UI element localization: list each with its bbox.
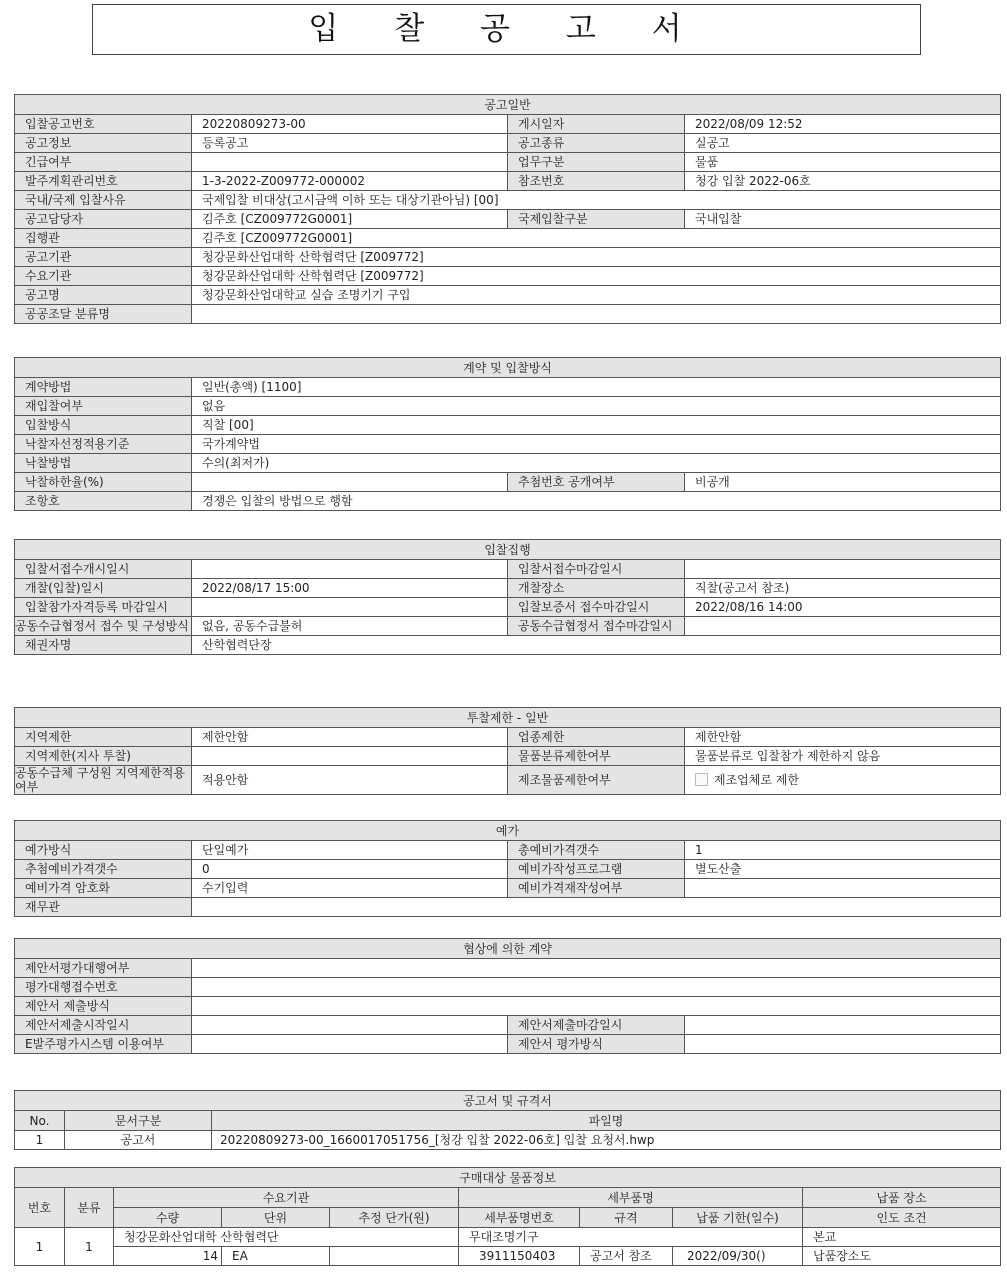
field-value bbox=[685, 560, 1001, 579]
table-row bbox=[15, 473, 1001, 492]
table-row bbox=[15, 579, 1001, 598]
field-label: 예비가작성프로그램 bbox=[508, 860, 685, 879]
section-caption: 입찰집행 bbox=[15, 540, 1001, 560]
column-header: 인도 조건 bbox=[803, 1208, 1001, 1228]
table-header-row bbox=[15, 1111, 1001, 1131]
spec: 공고서 참조 bbox=[580, 1247, 673, 1266]
field-label: 지역제한(지사 투찰) bbox=[15, 747, 192, 766]
table-header-row bbox=[15, 1188, 1001, 1208]
section-caption: 공고일반 bbox=[15, 95, 1001, 115]
column-header: 납품 기한(일수) bbox=[673, 1208, 803, 1228]
field-value bbox=[192, 959, 1001, 978]
table-row bbox=[15, 172, 1001, 191]
table-row bbox=[15, 1247, 1001, 1266]
field-value: 직찰(공고서 참조) bbox=[685, 579, 1001, 598]
field-value: 김주호 [CZ009772G0001] bbox=[192, 210, 508, 229]
field-value: 수의(최저가) bbox=[192, 454, 1001, 473]
field-label: 입찰보증서 접수마감일시 bbox=[508, 598, 685, 617]
field-label: 제조물품제한여부 bbox=[508, 766, 685, 795]
field-label: 입찰서접수마감일시 bbox=[508, 560, 685, 579]
field-value: 수기입력 bbox=[192, 879, 508, 898]
field-label: 낙찰자선정적용기준 bbox=[15, 435, 192, 454]
field-label: 예비가격재작성여부 bbox=[508, 879, 685, 898]
table-row bbox=[15, 728, 1001, 747]
field-label: 제안서 평가방식 bbox=[508, 1035, 685, 1054]
table-row bbox=[15, 841, 1001, 860]
table-row bbox=[15, 378, 1001, 397]
field-value: 산학협력단장 bbox=[192, 636, 1001, 655]
field-label: 국제입찰구분 bbox=[508, 210, 685, 229]
files-section bbox=[14, 1090, 1001, 1150]
field-value: 2022/08/16 14:00 bbox=[685, 598, 1001, 617]
table-row bbox=[15, 153, 1001, 172]
field-value bbox=[192, 1016, 508, 1035]
negotiation-section bbox=[14, 938, 1001, 1054]
field-value: 제한안함 bbox=[685, 728, 1001, 747]
section-caption: 투찰제한 - 일반 bbox=[15, 708, 1001, 728]
notice-number: 20220809273-00 bbox=[192, 115, 508, 134]
field-value: 실공고 bbox=[685, 134, 1001, 153]
section-caption: 계약 및 입찰방식 bbox=[15, 358, 1001, 378]
item-name: 무대조명기구 bbox=[459, 1228, 803, 1247]
table-row bbox=[15, 229, 1001, 248]
field-value: 1-3-2022-Z009772-000002 bbox=[192, 172, 508, 191]
table-row bbox=[15, 416, 1001, 435]
field-value: 단일예가 bbox=[192, 841, 508, 860]
field-value: 등록공고 bbox=[192, 134, 508, 153]
field-label: 공고기관 bbox=[15, 248, 192, 267]
file-link[interactable]: 20220809273-00_1660017051756_[청강 입찰 2022-06호] 입찰 요청서.hwp bbox=[212, 1131, 1001, 1150]
field-value: 국내입찰 bbox=[685, 210, 1001, 229]
field-label: 게시일자 bbox=[508, 115, 685, 134]
table-row bbox=[15, 636, 1001, 655]
field-label: 발주계획관리번호 bbox=[15, 172, 192, 191]
field-value: 별도산출 bbox=[685, 860, 1001, 879]
table-row bbox=[15, 397, 1001, 416]
column-header: 파일명 bbox=[212, 1111, 1001, 1131]
table-row bbox=[15, 191, 1001, 210]
document-type: 공고서 bbox=[65, 1131, 212, 1150]
field-value bbox=[685, 1035, 1001, 1054]
column-header: 단위 bbox=[222, 1208, 330, 1228]
column-header: 문서구분 bbox=[65, 1111, 212, 1131]
field-label: 업무구분 bbox=[508, 153, 685, 172]
column-header: 수량 bbox=[114, 1208, 222, 1228]
field-label: 재입찰여부 bbox=[15, 397, 192, 416]
section-caption: 협상에 의한 계약 bbox=[15, 939, 1001, 959]
table-row bbox=[15, 267, 1001, 286]
restriction-section bbox=[14, 707, 1001, 795]
field-value bbox=[192, 1035, 508, 1054]
field-label: 채권자명 bbox=[15, 636, 192, 655]
field-label: 공동수급협정서 접수마감일시 bbox=[508, 617, 685, 636]
file-number: 1 bbox=[15, 1131, 65, 1150]
table-row bbox=[15, 617, 1001, 636]
field-value bbox=[192, 978, 1001, 997]
table-row bbox=[15, 435, 1001, 454]
field-value: 1 bbox=[685, 841, 1001, 860]
field-label: 제안서평가대행여부 bbox=[15, 959, 192, 978]
table-row bbox=[15, 997, 1001, 1016]
table-row bbox=[15, 1228, 1001, 1247]
general-section bbox=[14, 94, 1001, 324]
field-label: 계약방법 bbox=[15, 378, 192, 397]
field-value: 경쟁은 입찰의 방법으로 행함 bbox=[192, 492, 1001, 511]
field-label: 낙찰하한율(%) bbox=[15, 473, 192, 492]
field-value bbox=[192, 153, 508, 172]
table-row bbox=[15, 978, 1001, 997]
field-value: 청강문화산업대학 산학협력단 [Z009772] bbox=[192, 267, 1001, 286]
item-code: 3911150403 bbox=[459, 1247, 580, 1266]
field-value bbox=[685, 1016, 1001, 1035]
table-row bbox=[15, 454, 1001, 473]
field-label: 국내/국제 입찰사유 bbox=[15, 191, 192, 210]
table-row bbox=[15, 766, 1001, 795]
price-section bbox=[14, 820, 1001, 917]
demand-agency: 청강문화산업대학 산학협력단 bbox=[114, 1228, 459, 1247]
field-value: 물품 bbox=[685, 153, 1001, 172]
field-label: 공동수급체 구성원 지역제한적용여부 bbox=[15, 766, 192, 795]
table-row bbox=[15, 879, 1001, 898]
field-value: 직찰 [00] bbox=[192, 416, 1001, 435]
field-label: 재무관 bbox=[15, 898, 192, 917]
opening-datetime: 2022/08/17 15:00 bbox=[192, 579, 508, 598]
field-label: 물품분류제한여부 bbox=[508, 747, 685, 766]
table-row bbox=[15, 898, 1001, 917]
field-label: 개찰장소 bbox=[508, 579, 685, 598]
manufacturer-limit-cell bbox=[685, 766, 1001, 795]
field-label: 수요기관 bbox=[15, 267, 192, 286]
table-row bbox=[15, 492, 1001, 511]
table-row bbox=[15, 305, 1001, 324]
table-row bbox=[15, 1016, 1001, 1035]
table-row bbox=[15, 286, 1001, 305]
field-label: 참조번호 bbox=[508, 172, 685, 191]
field-label: 긴급여부 bbox=[15, 153, 192, 172]
unit: EA bbox=[222, 1247, 330, 1266]
contract-section bbox=[14, 357, 1001, 511]
table-row bbox=[15, 959, 1001, 978]
quantity: 14 bbox=[114, 1247, 222, 1266]
field-value: 비공개 bbox=[685, 473, 1001, 492]
field-value bbox=[685, 617, 1001, 636]
field-label: 공고종류 bbox=[508, 134, 685, 153]
field-label: 제안서제출마감일시 bbox=[508, 1016, 685, 1035]
column-header: 납품 장소 bbox=[803, 1188, 1001, 1208]
table-row bbox=[15, 860, 1001, 879]
field-value bbox=[192, 997, 1001, 1016]
field-value: 청강 입찰 2022-06호 bbox=[685, 172, 1001, 191]
delivery-terms: 납품장소도 bbox=[803, 1247, 1001, 1266]
field-label: 공고명 bbox=[15, 286, 192, 305]
field-label: 제안서 제출방식 bbox=[15, 997, 192, 1016]
estimated-price bbox=[330, 1247, 459, 1266]
item-class: 1 bbox=[65, 1228, 114, 1266]
table-row bbox=[15, 1035, 1001, 1054]
field-label: 지역제한 bbox=[15, 728, 192, 747]
page-title: 입 찰 공 고 서 bbox=[92, 4, 921, 55]
column-header: 규격 bbox=[580, 1208, 673, 1228]
checkbox-label: 제조업체로 제한 bbox=[714, 773, 799, 787]
field-value: 물품분류로 입찰참가 제한하지 않음 bbox=[685, 747, 1001, 766]
field-label: 입찰공고번호 bbox=[15, 115, 192, 134]
table-header-row bbox=[15, 1208, 1001, 1228]
column-header: 분류 bbox=[65, 1188, 114, 1228]
section-caption: 공고서 및 규격서 bbox=[15, 1091, 1001, 1111]
manufacturer-limit-checkbox[interactable] bbox=[695, 773, 708, 786]
column-header: 수요기관 bbox=[114, 1188, 459, 1208]
field-label: 공공조달 분류명 bbox=[15, 305, 192, 324]
field-label: 평가대행접수번호 bbox=[15, 978, 192, 997]
field-value: 0 bbox=[192, 860, 508, 879]
field-value: 김주호 [CZ009772G0001] bbox=[192, 229, 1001, 248]
field-value: 일반(총액) [1100] bbox=[192, 378, 1001, 397]
delivery-place: 본교 bbox=[803, 1228, 1001, 1247]
field-label: 공고정보 bbox=[15, 134, 192, 153]
item-number: 1 bbox=[15, 1228, 65, 1266]
field-value bbox=[685, 879, 1001, 898]
column-header: 추정 단가(원) bbox=[330, 1208, 459, 1228]
field-label: E발주평가시스템 이용여부 bbox=[15, 1035, 192, 1054]
field-label: 입찰참가자격등록 마감일시 bbox=[15, 598, 192, 617]
field-value bbox=[192, 598, 508, 617]
table-row bbox=[15, 560, 1001, 579]
field-label: 업종제한 bbox=[508, 728, 685, 747]
field-label: 추첨번호 공개여부 bbox=[508, 473, 685, 492]
field-label: 개찰(입찰)일시 bbox=[15, 579, 192, 598]
field-value bbox=[192, 898, 1001, 917]
field-label: 추첨예비가격갯수 bbox=[15, 860, 192, 879]
field-value bbox=[192, 305, 1001, 324]
table-row bbox=[15, 747, 1001, 766]
field-value bbox=[192, 473, 508, 492]
field-label: 낙찰방법 bbox=[15, 454, 192, 473]
field-value: 적용안함 bbox=[192, 766, 508, 795]
table-row bbox=[15, 248, 1001, 267]
field-value: 국가계약법 bbox=[192, 435, 1001, 454]
notice-name: 청강문화산업대학교 실습 조명기기 구입 bbox=[192, 286, 1001, 305]
column-header: No. bbox=[15, 1111, 65, 1131]
delivery-deadline: 2022/09/30() bbox=[673, 1247, 803, 1266]
table-row bbox=[15, 210, 1001, 229]
column-header: 세부품명번호 bbox=[459, 1208, 580, 1228]
field-value: 국제입찰 비대상(고시금액 이하 또는 대상기관아님) [00] bbox=[192, 191, 1001, 210]
field-value bbox=[192, 747, 508, 766]
table-row bbox=[15, 134, 1001, 153]
execution-section bbox=[14, 539, 1001, 655]
field-label: 집행관 bbox=[15, 229, 192, 248]
goods-section bbox=[14, 1167, 1001, 1266]
field-value: 없음 bbox=[192, 397, 1001, 416]
field-value bbox=[192, 560, 508, 579]
field-label: 제안서제출시작일시 bbox=[15, 1016, 192, 1035]
posted-date: 2022/08/09 12:52 bbox=[685, 115, 1001, 134]
field-value: 청강문화산업대학 산학협력단 [Z009772] bbox=[192, 248, 1001, 267]
field-label: 총예비가격갯수 bbox=[508, 841, 685, 860]
field-label: 입찰방식 bbox=[15, 416, 192, 435]
field-label: 공고담당자 bbox=[15, 210, 192, 229]
field-label: 예비가격 암호화 bbox=[15, 879, 192, 898]
field-value: 제한안함 bbox=[192, 728, 508, 747]
section-caption: 구매대상 물품정보 bbox=[15, 1168, 1001, 1188]
field-label: 조항호 bbox=[15, 492, 192, 511]
field-value: 없음, 공동수급불허 bbox=[192, 617, 508, 636]
table-row bbox=[15, 598, 1001, 617]
field-label: 예가방식 bbox=[15, 841, 192, 860]
table-row bbox=[15, 115, 1001, 134]
column-header: 세부품명 bbox=[459, 1188, 803, 1208]
field-label: 입찰서접수개시일시 bbox=[15, 560, 192, 579]
column-header: 번호 bbox=[15, 1188, 65, 1228]
field-label: 공동수급협정서 접수 및 구성방식 bbox=[15, 617, 192, 636]
table-row bbox=[15, 1131, 1001, 1150]
section-caption: 예가 bbox=[15, 821, 1001, 841]
